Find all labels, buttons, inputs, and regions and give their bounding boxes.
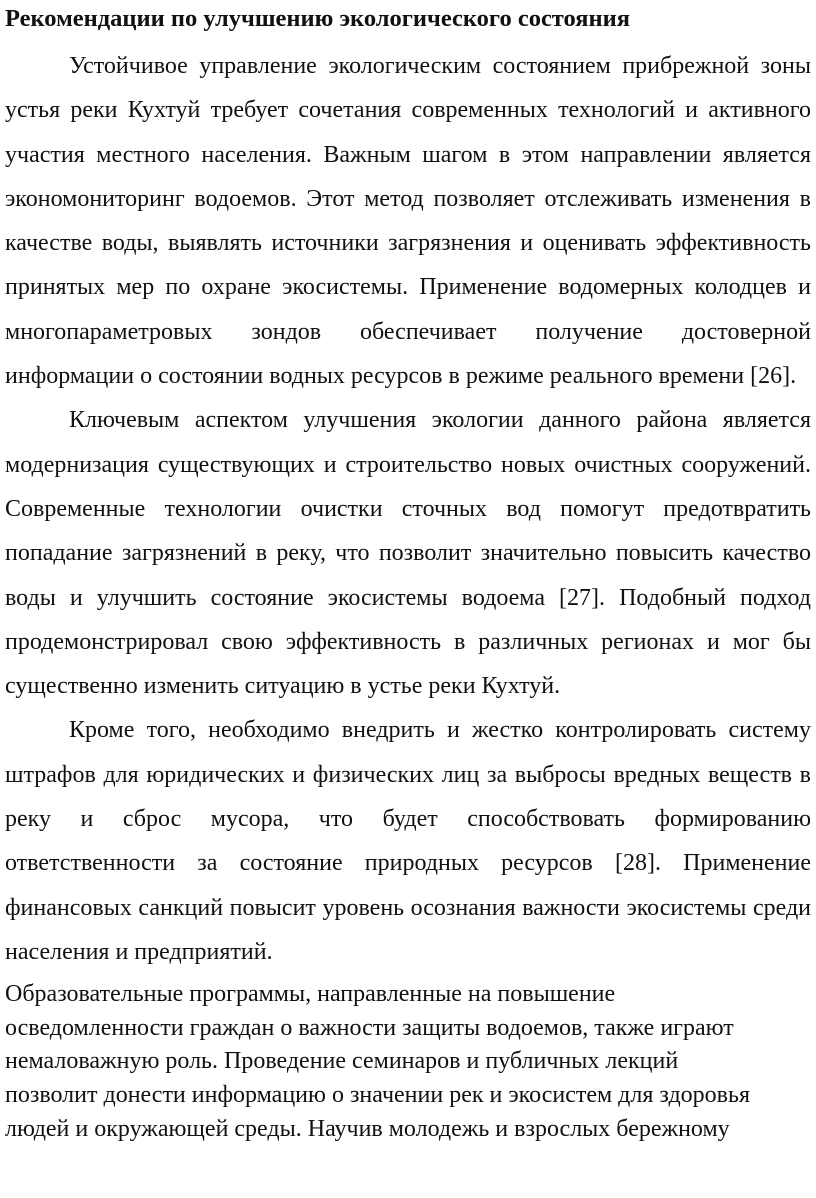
document-heading: Рекомендации по улучшению экологического состояния: [5, 5, 631, 32]
text-line: Образовательные программы, направленные на повышение: [5, 981, 616, 1008]
text-line: осведомленности граждан о важности защиты водоемов, также играют: [5, 1014, 734, 1041]
paragraph-fines-system: Кроме того, необходимо внедрить и жестко контролировать систему штрафов для юридических и физических лиц за выбросы вредных веществ в реку и сброс мусора, что будет способствовать формированию ответственности за состояние природных ресурсов [28]. Применение финансовых санкций повысит уровень осознания важности экосистемы среди населения и предприятий.: [5, 717, 811, 965]
text-line: немаловажную роль. Проведение семинаров и публичных лекций: [5, 1048, 679, 1075]
paragraph-education-programs: [2, 978, 814, 1146]
paragraph-eco-monitoring: Устойчивое управление экологическим состоянием прибрежной зоны устья реки Кухтуй требует сочетания современных технологий и активного участия местного населения. Важным шагом в этом направлении является экономониторинг водоемов. Этот метод позволяет отслеживать изменения в качестве воды, выявлять источники загрязнения и оценивать эффективность принятых мер по охране экосистемы. Применение водомерных колодцев и многопараметровых зондов обеспечивает получение достоверной информации о состоянии водных ресурсов в режиме реального времени [26].: [5, 53, 811, 390]
text-line: людей и окружающей среды. Научив молодежь и взрослых бережному: [5, 1115, 730, 1142]
paragraph-treatment-facilities: Ключевым аспектом улучшения экологии данного района является модернизация существующих и строительство новых очистных сооружений. Современные технологии очистки сточных вод помогут предотвратить попадание загрязнений в реку, что позволит значительно повысить качество воды и улучшить состояние экосистемы водоема [27]. Подобный подход продемонстрировал свою эффективность в различных регионах и мог бы существенно изменить ситуацию в устье реки Кухтуй.: [5, 407, 811, 700]
text-line: позволит донести информацию о значении рек и экосистем для здоровья: [5, 1082, 750, 1109]
